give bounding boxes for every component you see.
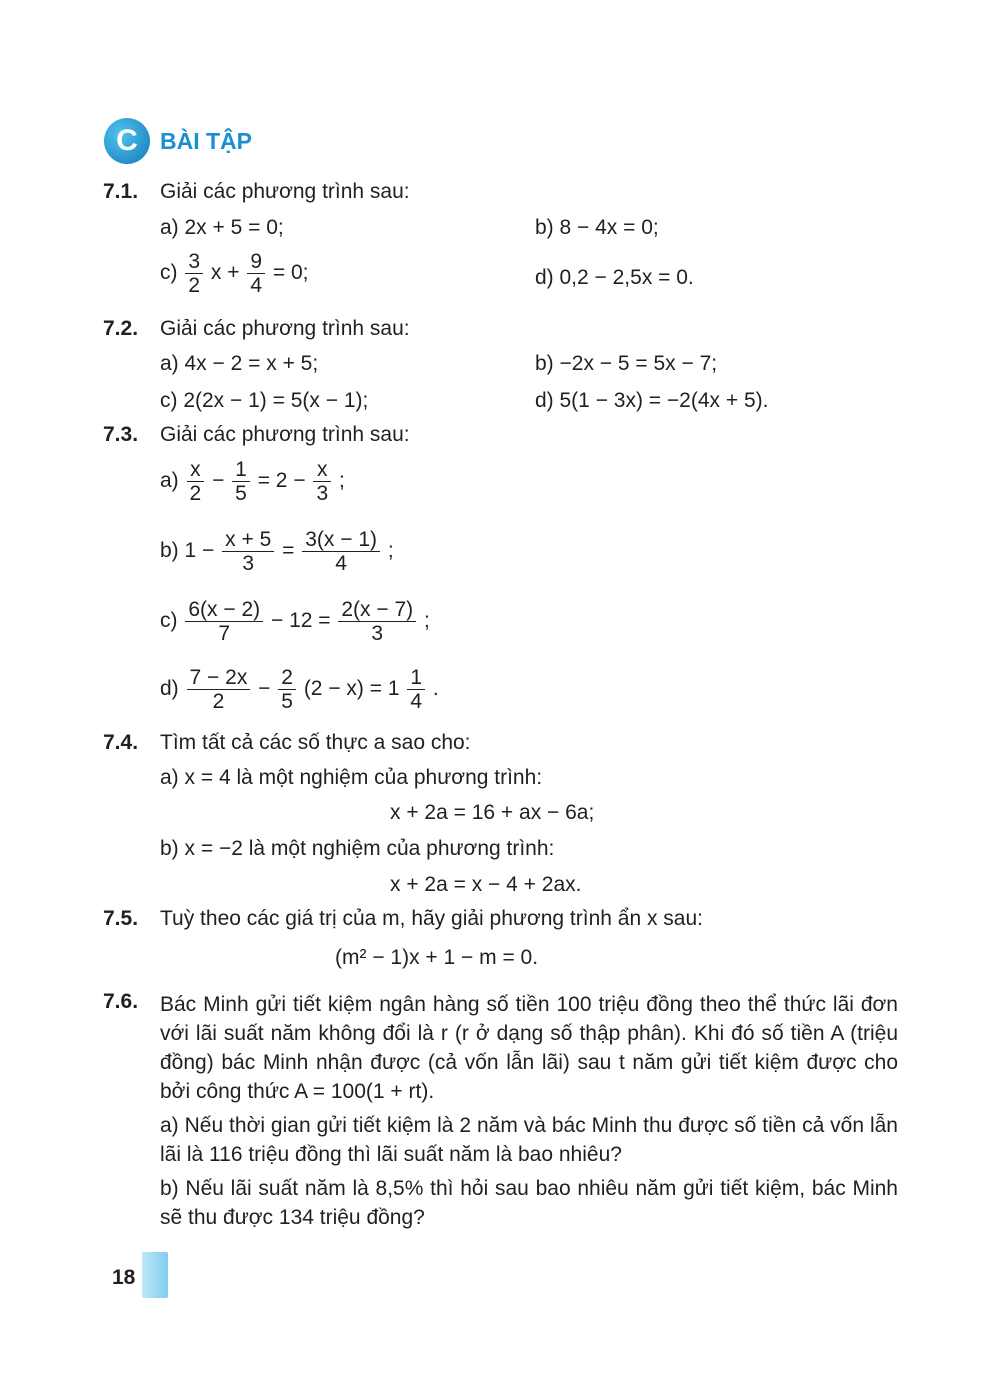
page-marker bbox=[142, 1252, 168, 1298]
item-b: b) 8 − 4x = 0; bbox=[535, 216, 659, 239]
denominator: 4 bbox=[250, 274, 263, 298]
denominator: 4 bbox=[410, 690, 423, 714]
expr: (2 − x) = 1 bbox=[303, 677, 400, 701]
section-title: BÀI TẬP bbox=[160, 128, 252, 154]
equation: (m² − 1)x + 1 − m = 0. bbox=[335, 946, 539, 969]
item-a: a) 4x − 2 = x + 5; bbox=[160, 352, 319, 375]
expr: − 12 = bbox=[270, 609, 331, 633]
item-c bbox=[160, 598, 430, 645]
item-label: c) bbox=[160, 609, 178, 633]
item-c: c) 2(2x − 1) = 5(x − 1); bbox=[160, 389, 369, 412]
item-b: b) x = −2 là một nghiệm của phương trình: bbox=[160, 837, 555, 860]
denominator: 3 bbox=[316, 482, 329, 506]
numerator: 2 bbox=[278, 666, 296, 690]
numerator: 6(x − 2) bbox=[185, 598, 263, 622]
exercise-prompt: Giải các phương trình sau: bbox=[160, 317, 410, 340]
expr: . bbox=[432, 677, 439, 701]
expr: = 2 − bbox=[257, 469, 306, 493]
expr: ; bbox=[424, 609, 430, 633]
minus-sign: − bbox=[212, 469, 225, 493]
numerator: 3(x − 1) bbox=[302, 528, 380, 552]
exercise-prompt: Tuỳ theo các giá trị của m, hãy giải phương trình ẩn x sau: bbox=[160, 907, 703, 930]
item-b bbox=[160, 528, 394, 575]
exercise-number: 7.1. bbox=[103, 180, 139, 203]
denominator: 2 bbox=[189, 482, 202, 506]
denominator: 3 bbox=[371, 622, 384, 646]
numerator: x bbox=[187, 458, 205, 482]
numerator: x bbox=[313, 458, 331, 482]
item-a: a) 2x + 5 = 0; bbox=[160, 216, 284, 239]
item-d: d) 0,2 − 2,5x = 0. bbox=[535, 266, 694, 289]
denominator: 3 bbox=[242, 552, 255, 576]
item-a bbox=[160, 458, 345, 505]
equation: x + 2a = 16 + ax − 6a; bbox=[390, 801, 595, 824]
item-label: d) bbox=[160, 677, 179, 701]
denominator: 7 bbox=[218, 622, 231, 646]
exercise-prompt: Giải các phương trình sau: bbox=[160, 180, 410, 203]
page-number: 18 bbox=[112, 1266, 136, 1289]
numerator: 9 bbox=[247, 250, 265, 274]
item-b: b) Nếu lãi suất năm là 8,5% thì hỏi sau bao nhiêu năm gửi tiết kiệm, bác Minh sẽ thu được 134 triệu đồng? bbox=[160, 1177, 898, 1229]
item-a: a) x = 4 là một nghiệm của phương trình: bbox=[160, 766, 543, 789]
item-d bbox=[160, 666, 439, 713]
item-b: b) −2x − 5 = 5x − 7; bbox=[535, 352, 718, 375]
section-letter: C bbox=[116, 124, 138, 157]
exercise-number: 7.3. bbox=[103, 423, 139, 446]
expr: x + bbox=[210, 261, 240, 285]
expr: 1 − bbox=[184, 539, 215, 563]
numerator: 7 − 2x bbox=[187, 666, 251, 690]
exercise-text: Bác Minh gửi tiết kiệm ngân hàng số tiền 100 triệu đồng theo thể thức lãi đơn với lãi suất năm không đổi là r (r ở dạng số thập phân). Khi đó số tiền A (triệu đồng) bác Minh nhận được (cả vốn lẫn lãi) sau t năm gửi tiết kiệm được cho bởi công thức A = 100(1 + rt). bbox=[160, 993, 898, 1103]
exercise-prompt: Giải các phương trình sau: bbox=[160, 423, 410, 446]
expr: ; bbox=[387, 539, 394, 563]
numerator: 3 bbox=[185, 250, 203, 274]
item-a: a) Nếu thời gian gửi tiết kiệm là 2 năm và bác Minh thu được số tiền cả vốn lẫn lãi là 116 triệu đồng thì lãi suất năm là bao nhiêu? bbox=[160, 1114, 898, 1166]
item-label: a) bbox=[160, 469, 179, 493]
denominator: 5 bbox=[235, 482, 247, 506]
denominator: 2 bbox=[188, 274, 201, 298]
exercise-number: 7.5. bbox=[103, 907, 139, 930]
denominator: 2 bbox=[212, 690, 225, 714]
exercise-number: 7.2. bbox=[103, 317, 139, 340]
numerator: 2(x − 7) bbox=[338, 598, 416, 622]
expr: = 0; bbox=[272, 261, 309, 285]
exercise-number: 7.6. bbox=[103, 990, 139, 1013]
minus-sign: − bbox=[258, 677, 271, 701]
item-c bbox=[160, 250, 308, 297]
numerator: 1 bbox=[232, 458, 250, 482]
expr: ; bbox=[338, 469, 345, 493]
item-label: c) bbox=[160, 261, 178, 285]
exercise-number: 7.4. bbox=[103, 731, 139, 754]
numerator: x + 5 bbox=[222, 528, 274, 552]
item-d: d) 5(1 − 3x) = −2(4x + 5). bbox=[535, 389, 769, 412]
section-c-icon bbox=[104, 118, 150, 164]
exercise-prompt: Tìm tất cả các số thực a sao cho: bbox=[160, 731, 471, 754]
expr: = bbox=[282, 539, 295, 563]
denominator: 5 bbox=[281, 690, 293, 714]
equation: x + 2a = x − 4 + 2ax. bbox=[390, 873, 582, 896]
item-label: b) bbox=[160, 539, 179, 563]
denominator: 4 bbox=[335, 552, 347, 576]
numerator: 1 bbox=[407, 666, 425, 690]
